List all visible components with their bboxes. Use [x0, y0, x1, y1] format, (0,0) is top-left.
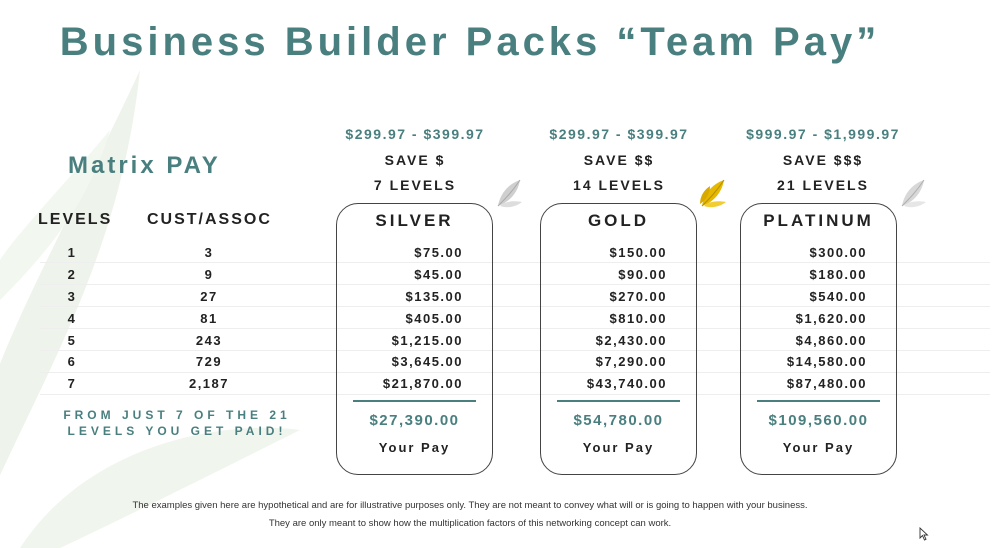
gold-pack-header — [519, 126, 719, 193]
platinum-amount: $300.00 — [809, 245, 867, 260]
gold-amount: $2,430.00 — [595, 333, 667, 348]
pack-total: $54,780.00 — [573, 412, 664, 429]
cust-assoc-count: 3 — [204, 245, 214, 260]
levels-column-header: LEVELS — [38, 211, 113, 228]
pack-price: $299.97 - $399.97 — [549, 126, 689, 142]
platinum-pack-header — [723, 126, 923, 193]
silver-amount: $75.00 — [414, 245, 463, 260]
silver-amount: $3,645.00 — [391, 354, 463, 369]
platinum-amount: $14,580.00 — [786, 354, 867, 369]
platinum-amount: $4,860.00 — [795, 333, 867, 348]
background-leaf-decoration — [0, 0, 330, 548]
level-number: 7 — [67, 376, 77, 391]
disclaimer-line: The examples given here are hypothetical and are for illustrative purposes only. They are not meant to convey what will or is going to happen with your business. — [132, 500, 808, 511]
silver-amount: $45.00 — [414, 267, 463, 282]
page-title: Business Builder Packs “Team Pay” — [59, 20, 881, 64]
silver-amount: $1,215.00 — [391, 333, 463, 348]
total-divider — [757, 400, 880, 402]
gold-amount: $810.00 — [609, 311, 667, 326]
pack-save: SAVE $$$ — [782, 152, 864, 168]
pack-name: GOLD — [587, 211, 650, 230]
mouse-cursor-icon — [919, 527, 929, 541]
platinum-amount: $1,620.00 — [795, 311, 867, 326]
cust-assoc-column-header: CUST/ASSOC — [147, 211, 272, 228]
platinum-amount: $180.00 — [809, 267, 867, 282]
pack-save: SAVE $ — [384, 152, 446, 168]
total-divider — [353, 400, 476, 402]
cust-assoc-count: 243 — [195, 333, 223, 348]
pack-total: $109,560.00 — [768, 412, 869, 429]
level-number: 3 — [67, 289, 77, 304]
level-number: 6 — [67, 354, 77, 369]
your-pay-label: Your Pay — [582, 440, 655, 455]
tagline-line: FROM JUST 7 OF THE 21 — [63, 408, 291, 422]
gold-amount: $150.00 — [609, 245, 667, 260]
gold-amount: $43,740.00 — [586, 376, 667, 391]
cust-assoc-count: 2,187 — [188, 376, 230, 391]
level-number: 4 — [67, 311, 77, 326]
your-pay-label: Your Pay — [378, 440, 451, 455]
total-divider — [557, 400, 680, 402]
pack-save: SAVE $$ — [583, 152, 655, 168]
pack-levels: 21 LEVELS — [777, 177, 869, 193]
gold-amount: $90.00 — [618, 267, 667, 282]
platinum-amount: $87,480.00 — [786, 376, 867, 391]
silver-amount: $135.00 — [405, 289, 463, 304]
pack-price: $999.97 - $1,999.97 — [746, 126, 900, 142]
pack-levels: 7 LEVELS — [373, 177, 457, 193]
silver-pack-header — [315, 126, 515, 193]
pack-levels: 14 LEVELS — [573, 177, 665, 193]
level-number: 1 — [67, 245, 77, 260]
cust-assoc-count: 81 — [200, 311, 218, 326]
pack-price: $299.97 - $399.97 — [345, 126, 485, 142]
disclaimer-line: They are only meant to show how the multiplication factors of this networking concept can work. — [268, 518, 672, 529]
platinum-amount: $540.00 — [809, 289, 867, 304]
your-pay-label: Your Pay — [782, 440, 855, 455]
cust-assoc-count: 729 — [195, 354, 223, 369]
silver-amount: $21,870.00 — [382, 376, 463, 391]
pack-name: SILVER — [375, 211, 454, 230]
pack-name: PLATINUM — [763, 211, 874, 230]
platinum-leaf-icon — [898, 178, 928, 208]
pack-total: $27,390.00 — [369, 412, 460, 429]
matrix-tagline — [42, 407, 312, 439]
silver-amount: $405.00 — [405, 311, 463, 326]
level-number: 2 — [67, 267, 77, 282]
matrix-pay-heading: Matrix PAY — [68, 152, 221, 179]
tagline-line: LEVELS YOU GET PAID! — [67, 424, 287, 438]
gold-amount: $7,290.00 — [595, 354, 667, 369]
gold-amount: $270.00 — [609, 289, 667, 304]
cust-assoc-count: 27 — [200, 289, 218, 304]
cust-assoc-count: 9 — [204, 267, 214, 282]
level-number: 5 — [67, 333, 77, 348]
